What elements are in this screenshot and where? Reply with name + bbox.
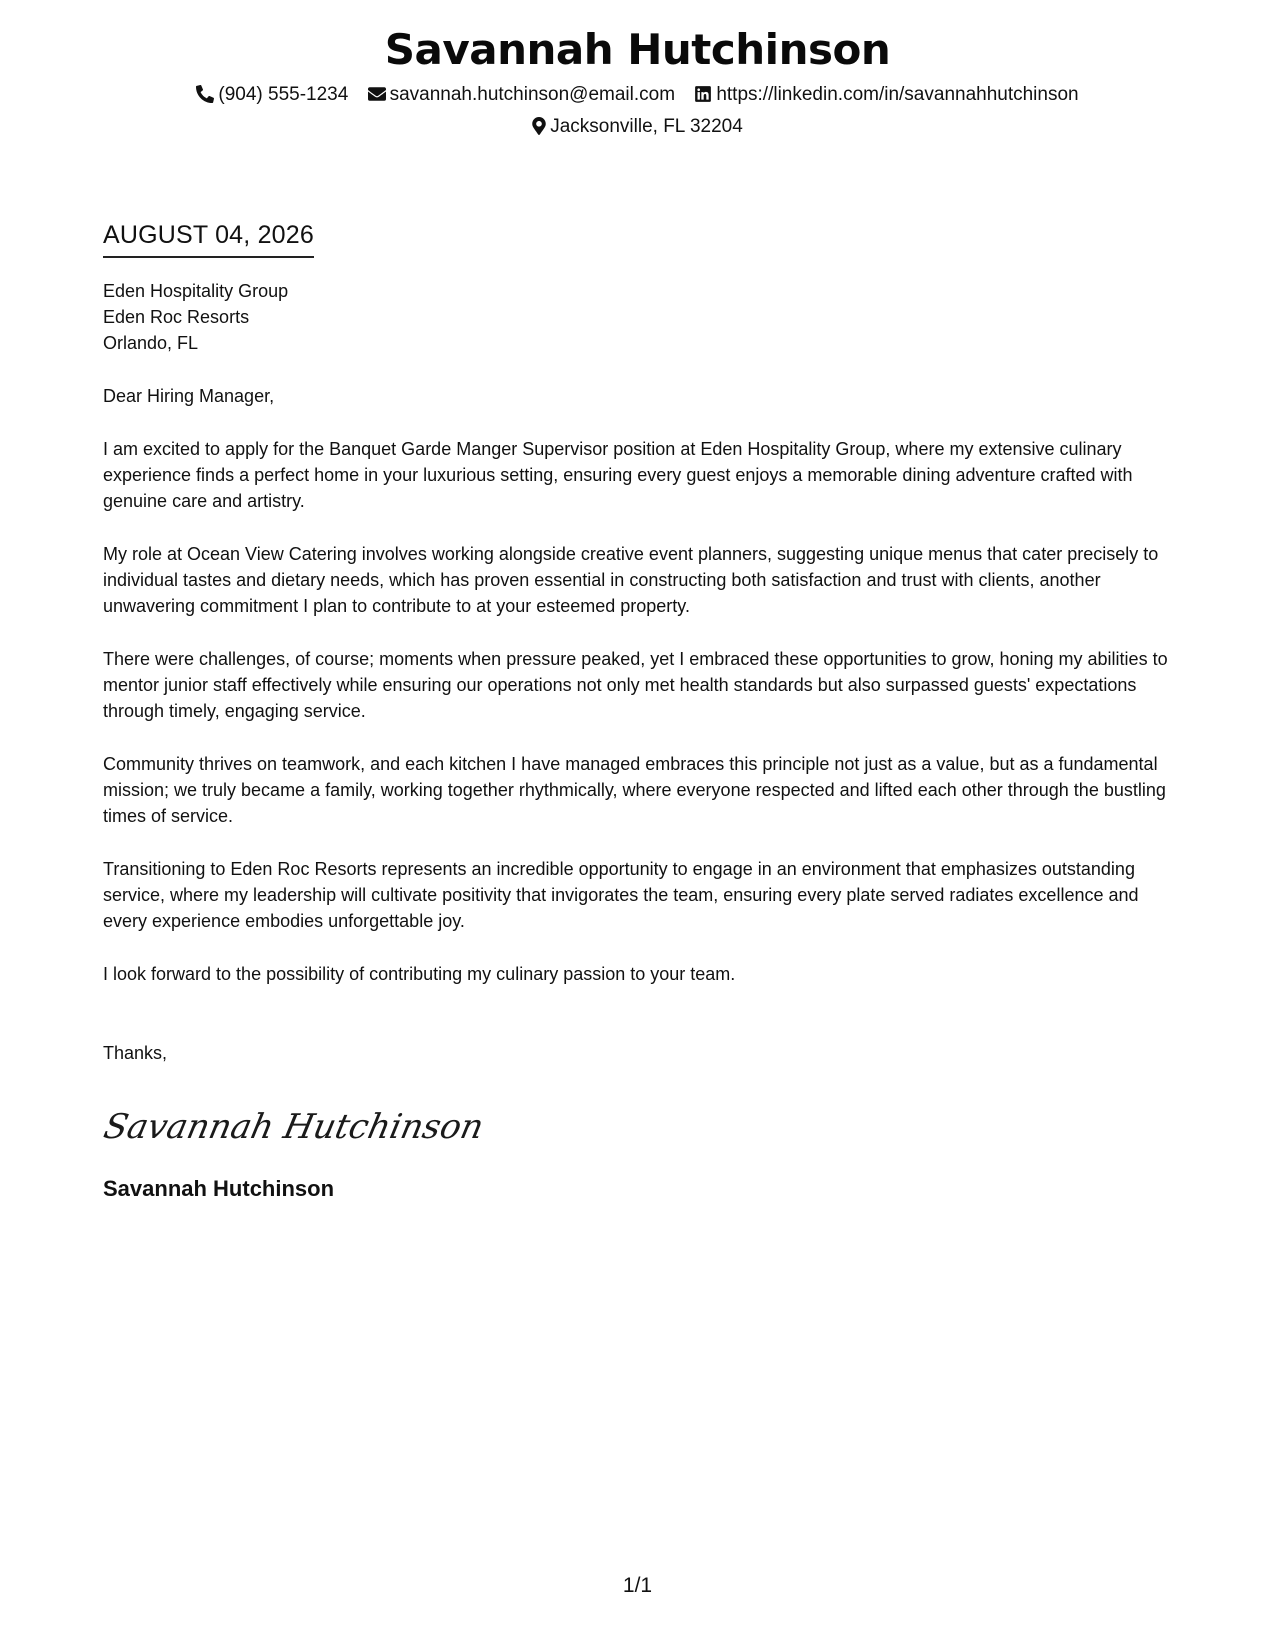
page-indicator: 1/1 (622, 1574, 653, 1597)
closing: Thanks, (103, 1043, 168, 1063)
contact-line-secondary (0, 112, 1275, 142)
paragraph: Community thrives on teamwork, and each kitchen I have managed embraces this principle not just as a value, but as a fundamental mission; we truly became a family, working together rhythmically, where everyone respected and lifted each other through the bustling times of service. (103, 754, 1166, 826)
recipient-block (103, 278, 1178, 356)
contact-line-primary (0, 80, 1275, 110)
paragraph: I am excited to apply for the Banquet Garde Manger Supervisor position at Eden Hospitality Group, where my extensive culinary experience finds a perfect home in your luxurious setting, ensuring every guest enjoys a memorable dining adventure crafted with genuine care and artistry. (103, 439, 1133, 511)
paragraph: Transitioning to Eden Roc Resorts represents an incredible opportunity to engage in an environment that emphasizes outstanding service, where my leadership will cultivate positivity that invigorates the team, ensuring every plate served radiates excellence and every experience embodies unforgettable joy. (103, 859, 1139, 931)
contact-phone (196, 80, 348, 110)
recipient-company: Eden Hospitality Group (103, 281, 289, 301)
salutation: Dear Hiring Manager, (103, 386, 275, 406)
signature-script: Savannah Hutchinson (100, 1107, 488, 1147)
contact-email[interactable] (368, 80, 675, 110)
map-marker-icon (532, 117, 546, 135)
email-text[interactable]: savannah.hutchinson@email.com (389, 84, 676, 105)
linkedin-icon (694, 85, 712, 103)
location-text: Jacksonville, FL 32204 (550, 116, 743, 137)
linkedin-text[interactable]: https://linkedin.com/in/savannahhutchinson (716, 84, 1079, 105)
handwritten-signature (100, 1096, 488, 1152)
letter-header (0, 22, 1275, 142)
phone-icon (196, 85, 214, 103)
signer-name: Savannah Hutchinson (103, 1176, 335, 1201)
recipient-city: Orlando, FL (103, 333, 199, 353)
paragraph: I look forward to the possibility of contributing my culinary passion to your team. (103, 964, 736, 984)
applicant-name: Savannah Hutchinson (384, 25, 891, 74)
paragraph: There were challenges, of course; moments when pressure peaked, yet I embraced these opportunities to grow, honing my abilities to mentor junior staff effectively while ensuring our operations not only met health standards but also surpassed guests' expectations through timely, engaging service. (103, 649, 1168, 721)
contact-linkedin[interactable] (694, 80, 1078, 110)
letter-body (100, 218, 1178, 1204)
paragraph: My role at Ocean View Catering involves working alongside creative event planners, suggesting unique menus that cater precisely to individual tastes and dietary needs, which has proven essential in constructing both satisfaction and trust with clients, another unwavering commitment I plan to contribute to at your esteemed property. (103, 544, 1159, 616)
letter-date: AUGUST 04, 2026 (103, 218, 314, 258)
contact-location (532, 112, 743, 142)
envelope-icon (368, 85, 386, 103)
phone-text: (904) 555-1234 (218, 84, 349, 105)
recipient-property: Eden Roc Resorts (103, 307, 250, 327)
